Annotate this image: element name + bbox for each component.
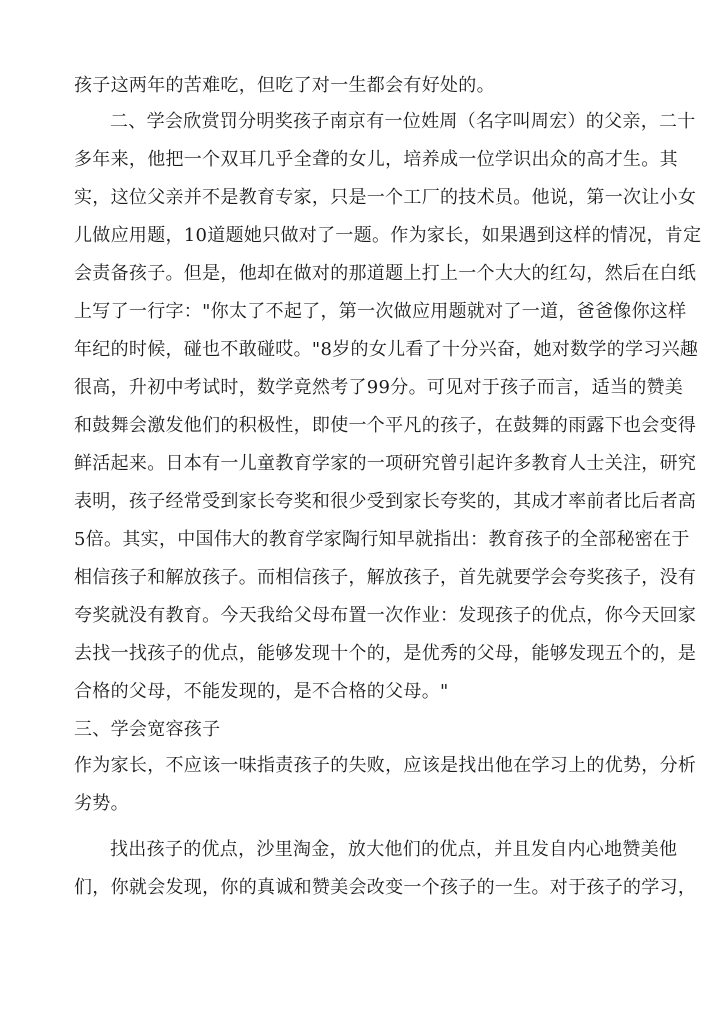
paragraph-line: 孩子这两年的苦难吃，但吃了对一生都会有好处的。 xyxy=(74,75,495,96)
paragraph-line: 儿做应用题，10道题她只做对了一题。作为家长，如果遇到这样的情况，肯定 xyxy=(74,225,702,246)
paragraph-line: 实，这位父亲并不是教育专家，只是一个工厂的技术员。他说，第一次让小女 xyxy=(74,187,697,208)
paragraph-line: 们，你就会发现，你的真诚和赞美会改变一个孩子的一生。对于孩子的学习， xyxy=(74,877,697,898)
paragraph-line: 去找一找孩子的优点，能够发现十个的，是优秀的父母，能够发现五个的，是 xyxy=(74,643,697,664)
paragraph-line: 很高，升初中考试时，数学竟然考了99分。可见对于孩子而言，适当的赞美 xyxy=(74,377,684,398)
section-heading-3: 三、学会宽容孩子 xyxy=(74,719,221,740)
paragraph-line: 劣势。 xyxy=(74,793,129,814)
paragraph-line: 上写了一行字："你太了不起了，第一次做应用题就对了一道，爸爸像你这样 xyxy=(74,301,687,322)
paragraph-line: 相信孩子和解放孩子。而相信孩子，解放孩子，首先就要学会夸奖孩子，没有 xyxy=(74,567,697,588)
paragraph-line: 合格的父母，不能发现的，是不合格的父母。" xyxy=(74,681,449,702)
paragraph-line: 鲜活起来。日本有一儿童教育学家的一项研究曾引起许多教育人士关注，研究 xyxy=(74,453,697,474)
paragraph-line: 年纪的时候，碰也不敢碰哎。"8岁的女儿看了十分兴奋，她对数学的学习兴趣 xyxy=(74,339,699,360)
paragraph-line: 表明，孩子经常受到家长夸奖和很少受到家长夸奖的，其成才率前者比后者高 xyxy=(74,491,697,512)
paragraph-line: 夸奖就没有教育。今天我给父母布置一次作业：发现孩子的优点，你今天回家 xyxy=(74,605,697,626)
paragraph-line: 5倍。其实，中国伟大的教育学家陶行知早就指出：教育孩子的全部秘密在于 xyxy=(74,529,690,550)
section-heading-2: 二、学会欣赏罚分明奖孩子南京有一位姓周（名字叫周宏）的父亲，二十 xyxy=(110,111,696,132)
paragraph-line: 找出孩子的优点，沙里淘金，放大他们的优点，并且发自内心地赞美他 xyxy=(110,839,678,860)
paragraph-line: 多年来，他把一个双耳几乎全聋的女儿，培养成一位学识出众的高才生。其 xyxy=(74,149,678,170)
paragraph-line: 会责备孩子。但是，他却在做对的那道题上打上一个大大的红勾，然后在白纸 xyxy=(74,263,697,284)
paragraph-line: 作为家长，不应该一味指责孩子的失败，应该是找出他在学习上的优势，分析 xyxy=(74,755,697,776)
paragraph-line: 和鼓舞会激发他们的积极性，即使一个平凡的孩子，在鼓舞的雨露下也会变得 xyxy=(74,415,697,436)
